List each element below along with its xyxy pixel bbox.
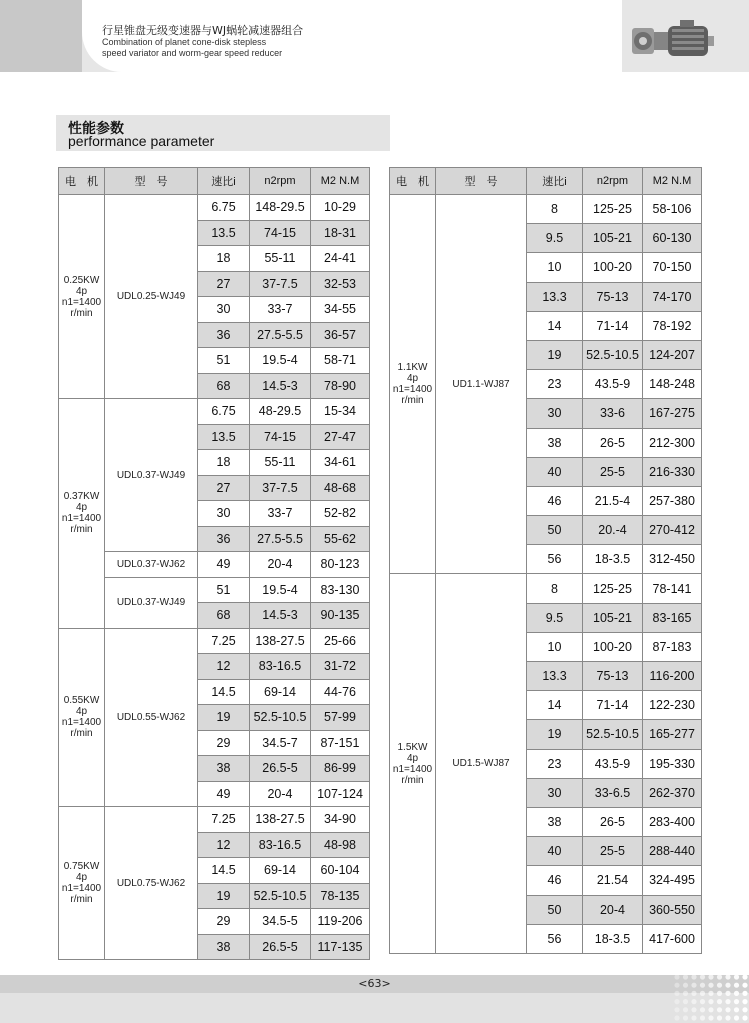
decorative-dot [725, 991, 730, 996]
decorative-dot [700, 991, 705, 996]
decorative-dot [700, 974, 705, 979]
decorative-dot [708, 1015, 713, 1020]
n2rpm-cell: 43.5-9 [583, 370, 643, 399]
n2rpm-cell: 100-20 [583, 253, 643, 282]
ratio-cell: 6.75 [198, 399, 250, 425]
ratio-cell: 56 [527, 545, 583, 574]
ratio-cell: 38 [198, 934, 250, 960]
m2-cell: 78-135 [311, 883, 370, 909]
ratio-cell: 36 [198, 526, 250, 552]
n2rpm-cell: 125-25 [583, 574, 643, 603]
decorative-dot [700, 999, 705, 1004]
ratio-cell: 46 [527, 866, 583, 895]
m2-cell: 87-183 [643, 632, 702, 661]
n2rpm-cell: 52.5-10.5 [583, 720, 643, 749]
decorative-dot [674, 991, 679, 996]
m2-cell: 31-72 [311, 654, 370, 680]
ratio-cell: 9.5 [527, 603, 583, 632]
n2rpm-cell: 26-5 [583, 428, 643, 457]
ratio-cell: 23 [527, 749, 583, 778]
motor-spec-cell [390, 574, 436, 953]
motor-spec-line: 4p [75, 285, 88, 297]
n2rpm-cell: 21.54 [583, 866, 643, 895]
ratio-cell: 68 [198, 603, 250, 629]
n2rpm-cell: 74-15 [250, 220, 311, 246]
n2rpm-cell: 14.5-3 [250, 373, 311, 399]
decorative-dot [708, 991, 713, 996]
section-title-cn: 性能参数 [68, 121, 124, 137]
header-title-en-line1: Combination of planet cone-disk stepless [102, 37, 267, 47]
decorative-dot [734, 983, 739, 988]
ratio-cell: 12 [198, 654, 250, 680]
m2-cell: 283-400 [643, 807, 702, 836]
m2-cell: 78-141 [643, 574, 702, 603]
table-row [59, 195, 370, 221]
decorative-dot [708, 983, 713, 988]
ratio-cell: 8 [527, 195, 583, 224]
motor-spec-line: 4p [406, 752, 419, 764]
col-header-motor: 电 机 [390, 168, 436, 195]
decorative-dot [742, 1015, 747, 1020]
m2-cell: 60-130 [643, 224, 702, 253]
m2-cell: 48-98 [311, 832, 370, 858]
decorative-dot [717, 974, 722, 979]
n2rpm-cell: 14.5-3 [250, 603, 311, 629]
ratio-cell: 9.5 [527, 224, 583, 253]
motor-spec-line: r/min [401, 395, 424, 407]
m2-cell: 195-330 [643, 749, 702, 778]
col-header-ratio: 速比i [198, 168, 250, 195]
header-title-en-line2: speed variator and worm-gear speed reducer [102, 48, 283, 58]
m2-cell: 107-124 [311, 781, 370, 807]
ratio-cell: 51 [198, 577, 250, 603]
ratio-cell: 19 [527, 340, 583, 369]
m2-cell: 360-550 [643, 895, 702, 924]
ratio-cell: 8 [527, 574, 583, 603]
m2-cell: 212-300 [643, 428, 702, 457]
m2-cell: 216-330 [643, 457, 702, 486]
decorative-dot [700, 1015, 705, 1020]
m2-cell: 58-71 [311, 348, 370, 374]
m2-cell: 288-440 [643, 837, 702, 866]
ratio-cell: 40 [527, 837, 583, 866]
table-row [59, 577, 370, 603]
decorative-dot [725, 999, 730, 1004]
decorative-dot [742, 999, 747, 1004]
motor-spec-line: n1=1400 [61, 513, 102, 525]
ratio-cell: 38 [527, 428, 583, 457]
decorative-dot [683, 991, 688, 996]
ratio-cell: 7.25 [198, 628, 250, 654]
ratio-cell: 36 [198, 322, 250, 348]
model-cell: UDL0.75-WJ62 [105, 807, 198, 960]
decorative-dot [734, 1007, 739, 1012]
ratio-cell: 38 [198, 756, 250, 782]
m2-cell: 10-29 [311, 195, 370, 221]
m2-cell: 55-62 [311, 526, 370, 552]
header-tab [0, 0, 82, 72]
m2-cell: 25-66 [311, 628, 370, 654]
m2-cell: 324-495 [643, 866, 702, 895]
n2rpm-cell: 83-16.5 [250, 832, 311, 858]
model-cell: UDL0.55-WJ62 [105, 628, 198, 807]
n2rpm-cell: 52.5-10.5 [250, 705, 311, 731]
n2rpm-cell: 71-14 [583, 311, 643, 340]
table-row [390, 574, 702, 603]
n2rpm-cell: 43.5-9 [583, 749, 643, 778]
n2rpm-cell: 105-21 [583, 603, 643, 632]
m2-cell: 18-31 [311, 220, 370, 246]
n2rpm-cell: 37-7.5 [250, 271, 311, 297]
motor-spec-cell [59, 399, 105, 629]
motor-spec-line: n1=1400 [392, 763, 433, 775]
model-cell: UDL0.25-WJ49 [105, 195, 198, 399]
ratio-cell: 49 [198, 552, 250, 578]
m2-cell: 116-200 [643, 662, 702, 691]
motor-spec-line: n1=1400 [61, 296, 102, 308]
m2-cell: 122-230 [643, 691, 702, 720]
m2-cell: 124-207 [643, 340, 702, 369]
table-header-row [59, 168, 370, 195]
decorative-dot [674, 1007, 679, 1012]
n2rpm-cell: 20-4 [583, 895, 643, 924]
ratio-cell: 13.5 [198, 424, 250, 450]
m2-cell: 15-34 [311, 399, 370, 425]
decorative-dot [700, 1007, 705, 1012]
decorative-dot [683, 974, 688, 979]
ratio-cell: 6.75 [198, 195, 250, 221]
n2rpm-cell: 138-27.5 [250, 807, 311, 833]
ratio-cell: 18 [198, 450, 250, 476]
ratio-cell: 10 [527, 253, 583, 282]
n2rpm-cell: 100-20 [583, 632, 643, 661]
decorative-dot [691, 974, 696, 979]
n2rpm-cell: 52.5-10.5 [583, 340, 643, 369]
decorative-dot [742, 991, 747, 996]
section-title-en: performance parameter [68, 133, 215, 149]
m2-cell: 27-47 [311, 424, 370, 450]
decorative-dot [674, 974, 679, 979]
table-row [390, 195, 702, 224]
motor-spec-line: 4p [75, 706, 88, 718]
n2rpm-cell: 69-14 [250, 858, 311, 884]
ratio-cell: 19 [198, 705, 250, 731]
m2-cell: 74-170 [643, 282, 702, 311]
n2rpm-cell: 25-5 [583, 837, 643, 866]
ratio-cell: 29 [198, 730, 250, 756]
decorative-dot [717, 1007, 722, 1012]
m2-cell: 167-275 [643, 399, 702, 428]
decorative-dot [725, 974, 730, 979]
decorative-dot [708, 999, 713, 1004]
motor-spec-cell [59, 807, 105, 960]
ratio-cell: 14 [527, 691, 583, 720]
n2rpm-cell: 34.5-5 [250, 909, 311, 935]
decorative-dot [717, 983, 722, 988]
col-header-model: 型 号 [436, 168, 527, 195]
decorative-dot [734, 974, 739, 979]
n2rpm-cell: 105-21 [583, 224, 643, 253]
col-header-m2: M2 N.M [311, 168, 370, 195]
m2-cell: 262-370 [643, 778, 702, 807]
motor-spec-line: 4p [406, 373, 419, 385]
decorative-dot [700, 983, 705, 988]
table-body-right [390, 195, 702, 954]
motor-spec-line: n1=1400 [61, 717, 102, 729]
m2-cell: 36-57 [311, 322, 370, 348]
decorative-dot [674, 999, 679, 1004]
table-row [59, 807, 370, 833]
n2rpm-cell: 83-16.5 [250, 654, 311, 680]
decorative-dot [691, 1015, 696, 1020]
ratio-cell: 13.3 [527, 662, 583, 691]
model-cell: UDL0.37-WJ49 [105, 399, 198, 552]
m2-cell: 34-61 [311, 450, 370, 476]
n2rpm-cell: 27.5-5.5 [250, 526, 311, 552]
ratio-cell: 49 [198, 781, 250, 807]
m2-cell: 83-130 [311, 577, 370, 603]
n2rpm-cell: 26-5 [583, 807, 643, 836]
m2-cell: 148-248 [643, 370, 702, 399]
ratio-cell: 38 [527, 807, 583, 836]
table-row [59, 552, 370, 578]
m2-cell: 32-53 [311, 271, 370, 297]
motor-spec-line: 0.75KW [63, 861, 100, 872]
model-cell: UDL0.37-WJ49 [105, 577, 198, 628]
ratio-cell: 23 [527, 370, 583, 399]
n2rpm-cell: 71-14 [583, 691, 643, 720]
n2rpm-cell: 75-13 [583, 282, 643, 311]
m2-cell: 58-106 [643, 195, 702, 224]
decorative-dots-icon [672, 972, 749, 1023]
decorative-dot [708, 974, 713, 979]
decorative-dot [725, 983, 730, 988]
motor-spec-line: r/min [70, 728, 93, 740]
performance-table-left [58, 167, 370, 960]
motor-spec-cell [390, 195, 436, 574]
decorative-dot [674, 1015, 679, 1020]
m2-cell: 44-76 [311, 679, 370, 705]
motor-spec-cell [59, 628, 105, 807]
ratio-cell: 13.5 [198, 220, 250, 246]
ratio-cell: 50 [527, 895, 583, 924]
ratio-cell: 30 [527, 399, 583, 428]
motor-spec-line: 4p [75, 872, 88, 883]
ratio-cell: 51 [198, 348, 250, 374]
decorative-dot [717, 991, 722, 996]
m2-cell: 257-380 [643, 486, 702, 515]
decorative-dot [725, 1007, 730, 1012]
n2rpm-cell: 25-5 [583, 457, 643, 486]
decorative-dot [717, 1015, 722, 1020]
table-header-row [390, 168, 702, 195]
n2rpm-cell: 26.5-5 [250, 756, 311, 782]
decorative-dot [734, 1015, 739, 1020]
ratio-cell: 7.25 [198, 807, 250, 833]
n2rpm-cell: 55-11 [250, 246, 311, 272]
m2-cell: 87-151 [311, 730, 370, 756]
model-cell: UD1.5-WJ87 [436, 574, 527, 953]
col-header-m2: M2 N.M [643, 168, 702, 195]
m2-cell: 78-90 [311, 373, 370, 399]
n2rpm-cell: 33-6 [583, 399, 643, 428]
n2rpm-cell: 18-3.5 [583, 924, 643, 953]
ratio-cell: 30 [527, 778, 583, 807]
decorative-dot [725, 1015, 730, 1020]
n2rpm-cell: 18-3.5 [583, 545, 643, 574]
m2-cell: 270-412 [643, 516, 702, 545]
n2rpm-cell: 19.5-4 [250, 577, 311, 603]
motor-spec-cell [59, 195, 105, 399]
decorative-dot [691, 1007, 696, 1012]
motor-spec-line: 4p [75, 502, 88, 514]
decorative-dot [717, 999, 722, 1004]
col-header-motor: 电 机 [59, 168, 105, 195]
ratio-cell: 14.5 [198, 858, 250, 884]
header-title-cn: 行星锥盘无级变速器与WJ蜗轮减速器组合 [102, 24, 304, 37]
ratio-cell: 19 [198, 883, 250, 909]
table-row [59, 628, 370, 654]
m2-cell: 57-99 [311, 705, 370, 731]
n2rpm-cell: 20.-4 [583, 516, 643, 545]
m2-cell: 90-135 [311, 603, 370, 629]
ratio-cell: 10 [527, 632, 583, 661]
m2-cell: 86-99 [311, 756, 370, 782]
ratio-cell: 68 [198, 373, 250, 399]
n2rpm-cell: 33-7 [250, 501, 311, 527]
decorative-dot [708, 1007, 713, 1012]
m2-cell: 24-41 [311, 246, 370, 272]
n2rpm-cell: 20-4 [250, 552, 311, 578]
ratio-cell: 27 [198, 271, 250, 297]
ratio-cell: 18 [198, 246, 250, 272]
ratio-cell: 30 [198, 297, 250, 323]
ratio-cell: 14 [527, 311, 583, 340]
motor-spec-line: 1.1KW [397, 362, 428, 374]
performance-table-right [389, 167, 702, 954]
n2rpm-cell: 20-4 [250, 781, 311, 807]
motor-spec-line: n1=1400 [392, 384, 433, 396]
m2-cell: 34-90 [311, 807, 370, 833]
col-header-n2rpm: n2rpm [583, 168, 643, 195]
decorative-dot [742, 974, 747, 979]
motor-spec-line: r/min [70, 894, 93, 905]
ratio-cell: 12 [198, 832, 250, 858]
decorative-dot [683, 999, 688, 1004]
ratio-cell: 14.5 [198, 679, 250, 705]
motor-spec-line: n1=1400 [61, 883, 102, 894]
decorative-dot [734, 999, 739, 1004]
n2rpm-cell: 34.5-7 [250, 730, 311, 756]
ratio-cell: 46 [527, 486, 583, 515]
decorative-dot [691, 991, 696, 996]
col-header-ratio: 速比i [527, 168, 583, 195]
n2rpm-cell: 33-7 [250, 297, 311, 323]
table-row [59, 399, 370, 425]
page-number: <63> [358, 977, 391, 990]
n2rpm-cell: 33-6.5 [583, 778, 643, 807]
motor-spec-line: r/min [70, 307, 93, 319]
decorative-dot [683, 1007, 688, 1012]
motor-spec-line: 0.37KW [63, 491, 100, 503]
n2rpm-cell: 21.5-4 [583, 486, 643, 515]
ratio-cell: 13.3 [527, 282, 583, 311]
ratio-cell: 56 [527, 924, 583, 953]
m2-cell: 70-150 [643, 253, 702, 282]
n2rpm-cell: 55-11 [250, 450, 311, 476]
motor-spec-line: 0.55KW [63, 695, 100, 707]
n2rpm-cell: 138-27.5 [250, 628, 311, 654]
m2-cell: 60-104 [311, 858, 370, 884]
decorative-dot [742, 983, 747, 988]
n2rpm-cell: 27.5-5.5 [250, 322, 311, 348]
ratio-cell: 30 [198, 501, 250, 527]
decorative-dot [734, 991, 739, 996]
decorative-dot [691, 983, 696, 988]
n2rpm-cell: 48-29.5 [250, 399, 311, 425]
table-body-left [59, 195, 370, 960]
n2rpm-cell: 125-25 [583, 195, 643, 224]
n2rpm-cell: 148-29.5 [250, 195, 311, 221]
m2-cell: 417-600 [643, 924, 702, 953]
m2-cell: 117-135 [311, 934, 370, 960]
n2rpm-cell: 37-7.5 [250, 475, 311, 501]
n2rpm-cell: 74-15 [250, 424, 311, 450]
decorative-dot [691, 999, 696, 1004]
m2-cell: 34-55 [311, 297, 370, 323]
col-header-n2rpm: n2rpm [250, 168, 311, 195]
ratio-cell: 19 [527, 720, 583, 749]
decorative-dot [674, 983, 679, 988]
n2rpm-cell: 75-13 [583, 662, 643, 691]
m2-cell: 52-82 [311, 501, 370, 527]
m2-cell: 83-165 [643, 603, 702, 632]
ratio-cell: 27 [198, 475, 250, 501]
ratio-cell: 40 [527, 457, 583, 486]
motor-spec-line: 0.25KW [63, 274, 100, 286]
motor-spec-line: r/min [70, 524, 93, 536]
model-cell: UDL0.37-WJ62 [105, 552, 198, 578]
m2-cell: 48-68 [311, 475, 370, 501]
col-header-model: 型 号 [105, 168, 198, 195]
n2rpm-cell: 19.5-4 [250, 348, 311, 374]
ratio-cell: 29 [198, 909, 250, 935]
section-title [56, 115, 390, 151]
m2-cell: 78-192 [643, 311, 702, 340]
m2-cell: 312-450 [643, 545, 702, 574]
decorative-dot [683, 1015, 688, 1020]
ratio-cell: 50 [527, 516, 583, 545]
decorative-dot [683, 983, 688, 988]
m2-cell: 119-206 [311, 909, 370, 935]
page-header [0, 0, 749, 72]
motor-spec-line: 1.5KW [397, 741, 428, 753]
m2-cell: 165-277 [643, 720, 702, 749]
model-cell: UD1.1-WJ87 [436, 195, 527, 574]
motor-reducer-icon [630, 18, 716, 64]
n2rpm-cell: 52.5-10.5 [250, 883, 311, 909]
motor-spec-line: r/min [401, 774, 424, 786]
decorative-dot [742, 1007, 747, 1012]
m2-cell: 80-123 [311, 552, 370, 578]
n2rpm-cell: 26.5-5 [250, 934, 311, 960]
n2rpm-cell: 69-14 [250, 679, 311, 705]
